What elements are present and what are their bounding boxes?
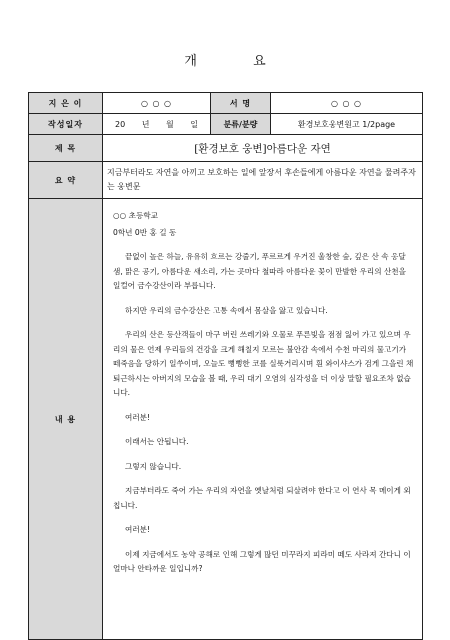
summary-text: 지금부터라도 자연을 아끼고 보호하는 일에 앞장서 후손들에게 아름다운 자연을 물려주자는 웅변문 <box>103 162 423 199</box>
paragraph: 끝없이 높은 하늘, 유유히 흐르는 강줄기, 푸르르게 우거진 울창한 숲, 깊은 산 속 옹달샘, 맑은 공기, 아름다운 새소리, 가는 곳마다 철따라 아름다운 꽃이 만발한 우리의 산천을 일컬어 금수강산이라 부릅니다. <box>113 252 406 290</box>
paragraph: 하지만 우리의 금수강산은 고통 속에서 몸살을 앓고 있습니다. <box>125 305 328 315</box>
paragraph: 이제 지금에서도 농약 공해로 인해 그렇게 많던 미꾸라지 피라미 떼도 사라져 간다니 이 얼마나 안타까운 일입니까? <box>113 549 411 573</box>
summary-label: 요 약 <box>29 162 103 199</box>
signature-label: 서 명 <box>211 93 271 114</box>
author-value: ○ ○ ○ <box>103 93 211 114</box>
category-label: 분류/분량 <box>211 114 271 135</box>
school-name: ○○ 초등학교 <box>113 211 159 220</box>
signature-value: ○ ○ ○ <box>271 93 423 114</box>
paragraph: 그렇지 않습니다. <box>125 461 182 471</box>
category-value: 환경보호웅변원고 1/2page <box>271 114 423 135</box>
paragraph: 여러분! <box>125 525 151 534</box>
outline-form <box>28 92 423 640</box>
content-label: 내 용 <box>29 199 103 640</box>
paragraph: 이래서는 안됩니다. <box>125 437 189 446</box>
speaker-name: 0학년 0반 홍 길 동 <box>113 227 177 237</box>
page-title: 개 요 <box>184 54 292 69</box>
title-label: 제 목 <box>29 135 103 162</box>
content-body <box>103 199 423 640</box>
date-value: 20 년 월 일 <box>103 114 211 135</box>
paragraph: 지금부터라도 죽어 가는 우리의 자연을 옛날처럼 되살려야 한다고 이 연사 목 메이게 외칩니다. <box>113 486 411 510</box>
paragraph: 우리의 산은 등산객들이 마구 버린 쓰레기와 오물로 푸른빛을 점점 잃어 가고 있으며 우리의 물은 언제 우리들의 건강을 크게 해칠지 모르는 불안감 속에서 수천 마리의 물고기가 떼죽음을 당하기 일쑤이며, 오늘도 뻥뻥한 코를 실룩거리시며 흰 와이샤스가 검게 그을린 채 퇴근하시는 아버지의 모습을 볼 때, 우리 대기 오염의 심각성을 더 이상 말할 필요조차 없습니다. <box>113 330 414 397</box>
date-label: 작성일자 <box>29 114 103 135</box>
document-title: [환경보호 웅변]아름다운 자연 <box>103 135 423 162</box>
paragraph: 여러분! <box>125 412 151 422</box>
author-label: 지 은 이 <box>29 93 103 114</box>
